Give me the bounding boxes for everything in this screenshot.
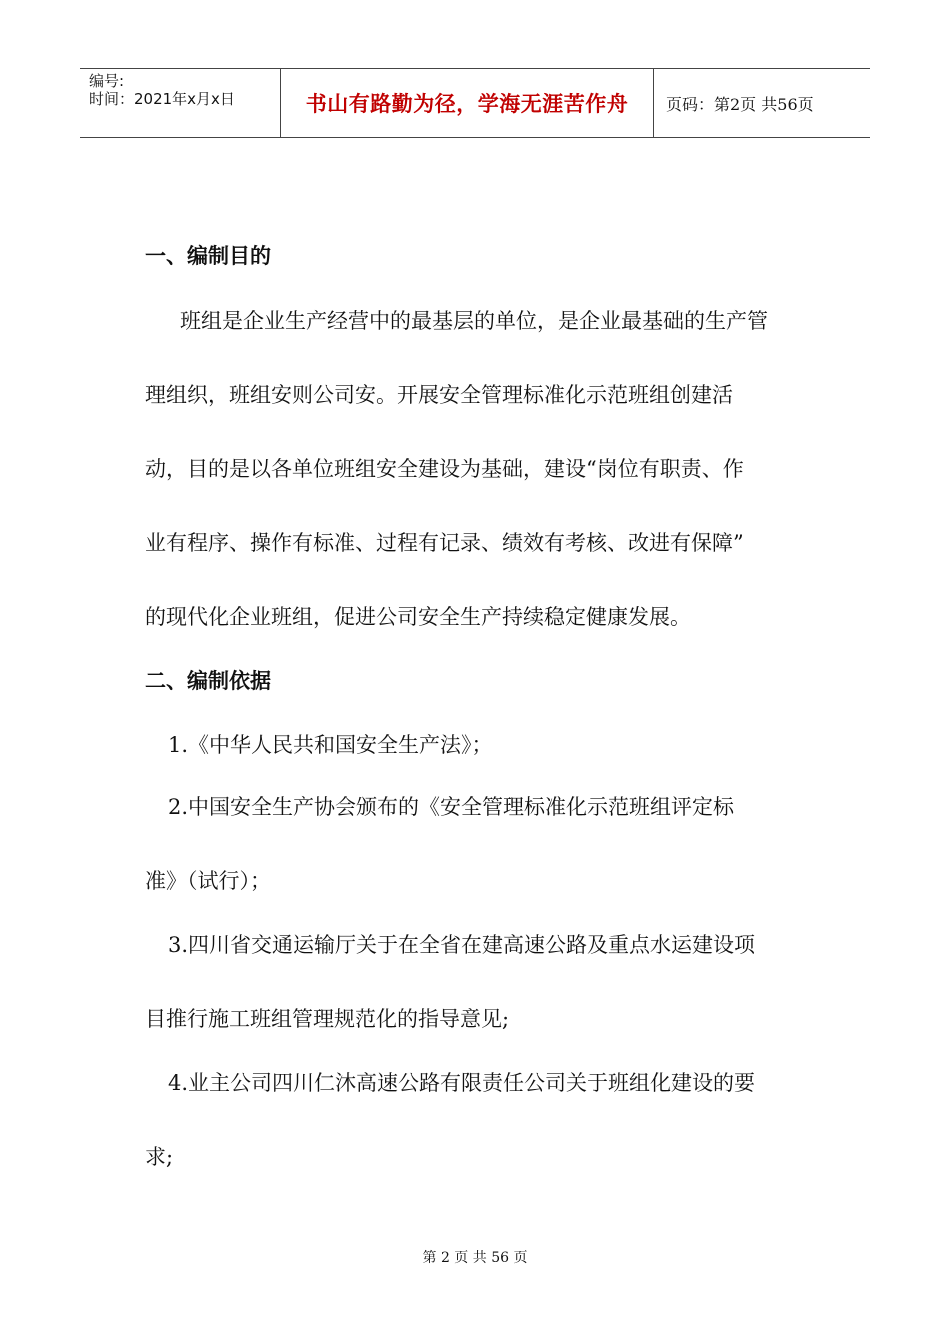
list-item-continuation: 求; xyxy=(145,1145,174,1169)
code-label: 编号: xyxy=(89,72,125,90)
list-item: 2.中国安全生产协会颁布的《安全管理标准化示范班组评定标 xyxy=(168,795,735,819)
list-item-continuation: 目推行施工班组管理规范化的指导意见; xyxy=(145,1007,510,1031)
header-motto: 书山有路勤为径，学海无涯苦作舟 xyxy=(281,69,654,137)
section-title-basis: 二、编制依据 xyxy=(145,669,271,693)
paragraph-line: 动，目的是以各单位班组安全建设为基础，建设“岗位有职责、作 xyxy=(145,457,744,481)
list-item: 4.业主公司四川仁沐高速公路有限责任公司关于班组化建设的要 xyxy=(168,1071,756,1095)
header-meta xyxy=(80,69,281,137)
page-header xyxy=(80,68,870,138)
section-title-purpose: 一、编制目的 xyxy=(145,244,271,268)
header-page-info: 页码：第2页 共56页 xyxy=(666,94,814,114)
paragraph-line: 班组是企业生产经营中的最基层的单位，是企业最基础的生产管 xyxy=(180,309,768,333)
paragraph-line: 理组织，班组安则公司安。开展安全管理标准化示范班组创建活 xyxy=(145,383,733,407)
list-item: 1.《中华人民共和国安全生产法》； xyxy=(168,733,493,757)
paragraph-line: 的现代化企业班组，促进公司安全生产持续稳定健康发展。 xyxy=(145,605,691,629)
paragraph-line: 业有程序、操作有标准、过程有记录、绩效有考核、改进有保障” xyxy=(145,531,744,555)
page-footer: 第 2 页 共 56 页 xyxy=(422,1250,528,1266)
time-label: 时间：2021年x月x日 xyxy=(89,90,235,108)
list-item: 3.四川省交通运输厅关于在全省在建高速公路及重点水运建设项 xyxy=(168,933,756,957)
list-item-continuation: 准》（试行）； xyxy=(145,869,271,893)
